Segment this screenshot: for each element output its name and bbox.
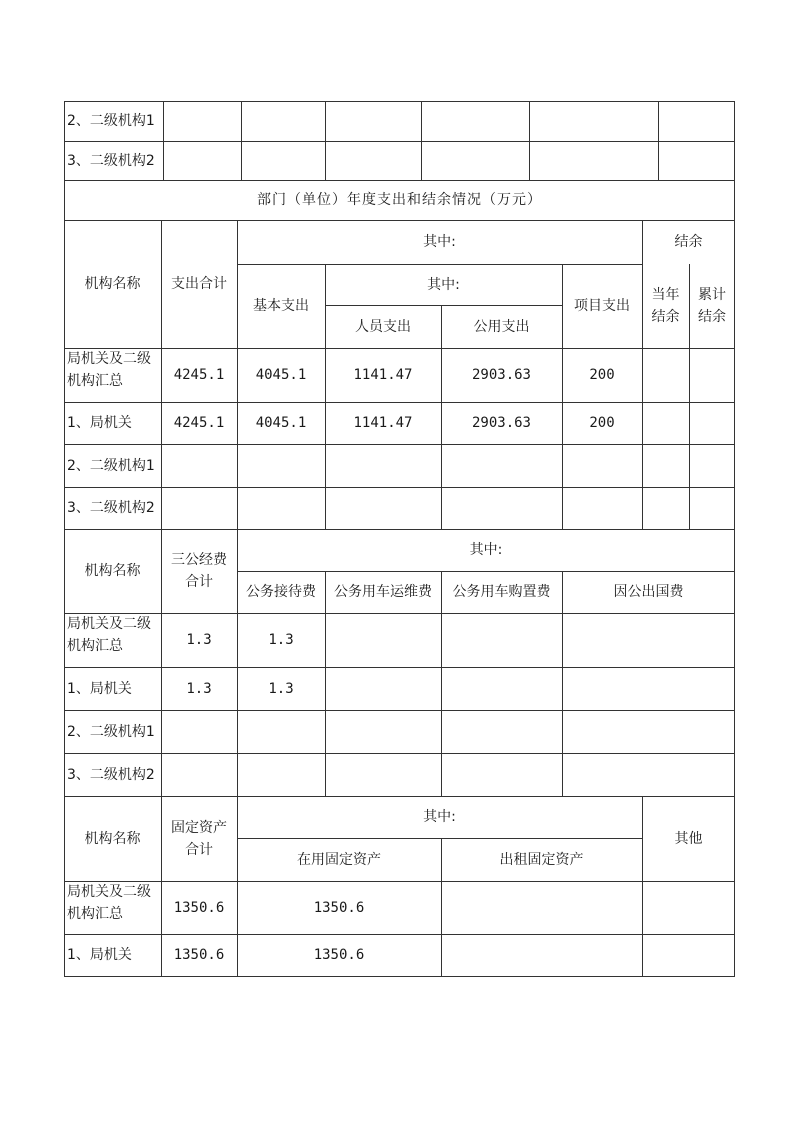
cell-personnel: 1141.47 (353, 367, 413, 383)
header-personnel: 人员支出 (355, 318, 411, 335)
header-line: 三公经费 (171, 552, 227, 568)
header-line: 结余 (698, 309, 726, 325)
cell-public: 2903.63 (471, 415, 531, 431)
cell-total: 1350.6 (173, 899, 225, 916)
name-line: 局机关及二级 (67, 884, 151, 900)
table-row-name: 1、局机关 (67, 680, 132, 697)
header-balance: 结余 (674, 234, 703, 250)
cell-in-use: 1350.6 (313, 947, 365, 963)
header-public: 公用支出 (473, 318, 530, 335)
table-row-name (64, 348, 161, 402)
header-of-which: 其中: (469, 542, 503, 558)
cell-basic: 4045.1 (255, 367, 307, 383)
header-total: 支出合计 (171, 276, 227, 292)
cell-personnel: 1141.47 (353, 415, 413, 431)
name-line: 机构汇总 (67, 906, 123, 922)
header-vehicle-purchase: 公务用车购置费 (452, 584, 551, 600)
header-current-balance (642, 264, 689, 348)
name-line: 局机关及二级 (67, 351, 151, 367)
org-name-cell: 2、二级机构1 (67, 113, 155, 129)
header-of-which: 其中: (423, 234, 456, 250)
header-reception: 公务接待费 (246, 584, 316, 600)
table-row-name: 2、二级机构1 (67, 723, 155, 740)
cell-reception: 1.3 (268, 680, 294, 697)
table-row-name: 2、二级机构1 (67, 457, 155, 474)
header-project: 项目支出 (574, 298, 630, 314)
header-total (161, 529, 237, 613)
name-line: 局机关及二级 (67, 616, 151, 632)
header-org-name: 机构名称 (84, 563, 141, 579)
header-in-use: 在用固定资产 (297, 851, 381, 868)
cell-total: 4245.1 (173, 415, 225, 431)
header-basic: 基本支出 (253, 298, 309, 314)
header-vehicle-ops: 公务用车运维费 (334, 584, 432, 600)
header-other: 其他 (674, 830, 703, 847)
table-row-name: 1、局机关 (67, 947, 132, 963)
header-org-name: 机构名称 (84, 276, 141, 292)
header-leased: 出租固定资产 (499, 851, 584, 868)
cell-public: 2903.63 (471, 367, 531, 383)
header-total (161, 796, 237, 881)
cell-in-use: 1350.6 (313, 899, 365, 916)
header-line: 合计 (185, 574, 213, 590)
cell-project: 200 (589, 367, 615, 383)
table-row-name: 1、局机关 (67, 415, 132, 431)
org-name-cell: 3、二级机构2 (67, 152, 155, 169)
header-line: 累计 (698, 287, 726, 303)
cell-basic: 4045.1 (255, 415, 307, 431)
table-row-name (64, 613, 161, 667)
header-org-name: 机构名称 (84, 830, 141, 847)
cell-total: 1.3 (186, 680, 212, 697)
header-cumulative-balance (689, 264, 735, 348)
cell-project: 200 (589, 415, 615, 431)
header-line: 固定资产 (171, 819, 227, 836)
cell-reception: 1.3 (268, 632, 294, 648)
table-row-name: 3、二级机构2 (67, 500, 155, 516)
header-basic-of-which: 其中: (427, 276, 460, 293)
cell-total: 4245.1 (173, 367, 225, 383)
section-title: 部门（单位）年度支出和结余情况（万元） (257, 192, 542, 208)
header-line: 合计 (185, 841, 213, 858)
header-of-which: 其中: (423, 809, 456, 825)
header-line: 当年 (651, 287, 680, 303)
cell-total: 1350.6 (173, 947, 225, 963)
table-row-name (64, 881, 161, 934)
header-abroad: 因公出国费 (613, 584, 684, 600)
cell-total: 1.3 (186, 632, 212, 648)
header-line: 结余 (651, 309, 680, 325)
name-line: 机构汇总 (67, 373, 123, 389)
table-row-name: 3、二级机构2 (67, 766, 155, 783)
name-line: 机构汇总 (67, 638, 123, 654)
